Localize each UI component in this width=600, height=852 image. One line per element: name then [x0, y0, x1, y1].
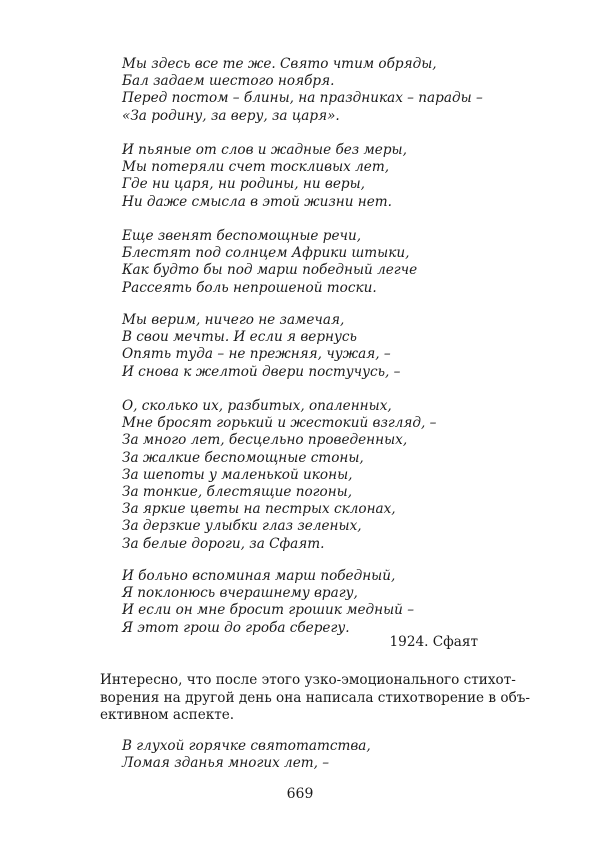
poem-line: И больно вспоминая марш победный,: [122, 568, 396, 584]
poem-line: Где ни царя, ни родины, ни веры,: [122, 176, 365, 193]
poem-line: «За родину, за веру, за царя».: [122, 107, 340, 124]
poem-line: Мы здесь все те же. Свято чтим обряды,: [122, 56, 437, 72]
prose-line: Интересно, что после этого узко-эмоционального стихот-: [100, 672, 516, 688]
poem-line: О, сколько их, разбитых, опаленных,: [122, 398, 392, 414]
poem-line: Опять туда – не прежняя, чужая, –: [122, 346, 391, 363]
poem-stanza-6: [122, 568, 414, 637]
prose-line: ворения на другой день она написала стихотворение в объ-: [100, 689, 530, 706]
poem-line: Рассеять боль непрошеной тоски.: [122, 279, 377, 296]
poem-stanza-1: [122, 56, 483, 125]
poem-line: Ломая зданья многих лет, –: [122, 755, 330, 772]
poem-date-place: 1924. Сфаят: [389, 634, 478, 650]
poem-line: Бал задаем шестого ноября.: [122, 73, 335, 90]
poem-line: За жалкие беспомощные стоны,: [122, 449, 364, 466]
poem-line: И пьяные от слов и жадные без меры,: [122, 142, 407, 158]
poem-line: За яркие цветы на пестрых склонах,: [122, 501, 396, 518]
poem-line: И снова к желтой двери постучусь, –: [122, 363, 401, 380]
poem-line: И если он мне бросит грошик медный –: [122, 602, 415, 619]
poem-line: За шепоты у маленькой иконы,: [122, 466, 353, 483]
poem-line: Как будто бы под марш победный легче: [122, 262, 418, 279]
poem-stanza-2: [122, 142, 407, 211]
poem-line: Мы верим, ничего не замечая,: [122, 312, 345, 328]
poem-line: Мне бросят горький и жестокий взгляд, –: [122, 415, 437, 432]
poem-line: В свои мечты. И если я вернусь: [122, 329, 357, 346]
poem-line: За много лет, бесцельно проведенных,: [122, 432, 408, 449]
page-number: 669: [286, 786, 314, 802]
poem-line: За тонкие, блестящие погоны,: [122, 484, 353, 501]
poem-line: Еще звенят беспомощные речи,: [122, 228, 362, 244]
poem-line: Я поклонюсь вчерашнему врагу,: [122, 585, 358, 602]
poem-line: Ни даже смысла в этой жизни нет.: [122, 193, 392, 210]
poem-line: Мы потеряли счет тоскливых лет,: [122, 159, 390, 176]
poem-stanza-5: [122, 398, 436, 553]
poem-line: За дерзкие улыбки глаз зеленых,: [122, 518, 362, 535]
prose-line: ективном аспекте.: [100, 707, 235, 724]
poem-line: Перед постом – блины, на праздниках – парады –: [122, 90, 483, 107]
poem-line: За белые дороги, за Сфаят.: [122, 535, 325, 552]
poem-line: Блестят под солнцем Африки штыки,: [122, 245, 410, 262]
poem-stanza-next: [122, 738, 371, 772]
poem-line: Я этот грош до гроба сберегу.: [122, 619, 350, 636]
poem-line: В глухой горячке святотатства,: [122, 738, 371, 754]
poem-stanza-3: [122, 228, 417, 297]
poem-stanza-4: [122, 312, 400, 381]
prose-paragraph: [100, 672, 530, 725]
